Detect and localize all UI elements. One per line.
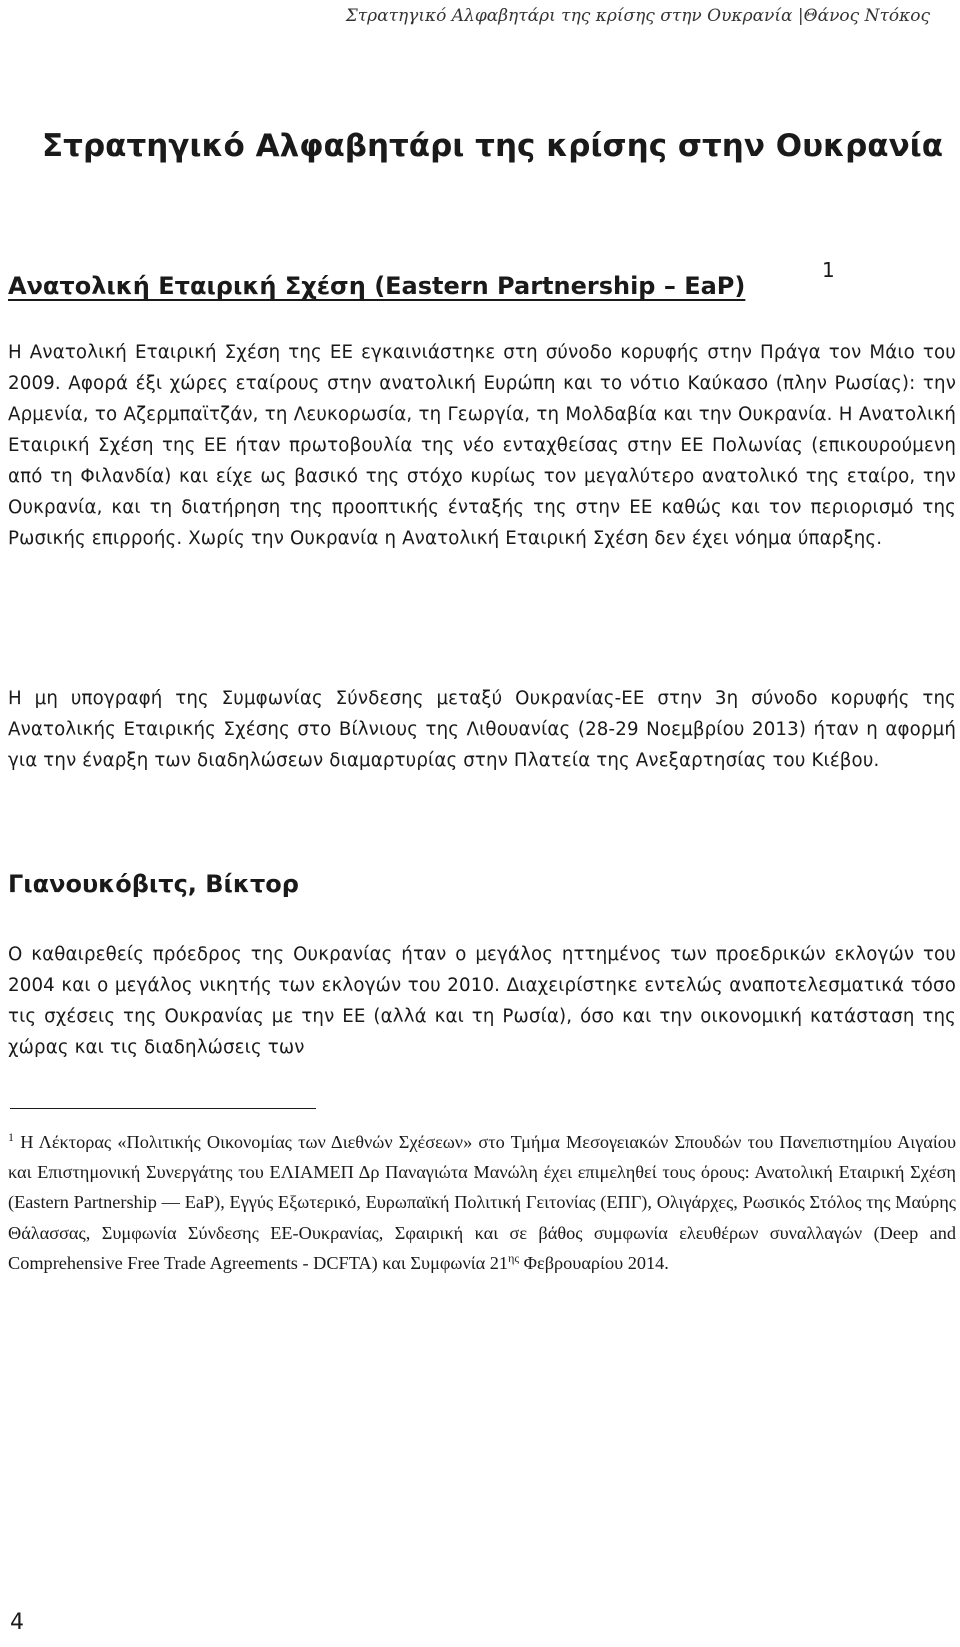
footnote-text-end: Φεβρουαρίου 2014.: [519, 1252, 669, 1273]
section-heading-eap: Ανατολική Εταιρική Σχέση (Eastern Partnership – EaP): [8, 272, 746, 300]
section-heading-yanukovych: Γιανουκόβιτς, Βίκτορ: [8, 870, 299, 898]
footnote: [8, 1127, 956, 1278]
document-title: Στρατηγικό Αλφαβητάρι της κρίσης στην Ουκρανία: [42, 128, 944, 164]
running-header: Στρατηγικό Αλφαβητάρι της κρίσης στην Ουκρανία |Θάνος Ντόκος: [345, 6, 930, 26]
footnote-text: Η Λέκτορας «Πολιτικής Οικονομίας των Διεθνών Σχέσεων» στο Τμήμα Μεσογειακών Σπουδών του Πανεπιστημίου Αιγαίου και Επιστημονική Συνεργάτης του ΕΛΙΑΜΕΠ Δρ Παναγιώτα Μανώλη έχει επιμεληθεί τους όρους: Ανατολική Εταιρική Σχέση (Eastern Partnership ― EaP), Εγγύς Εξωτερικό, Ευρωπαϊκή Πολιτική Γειτονίας (ΕΠΓ), Ολιγάρχες, Ρωσικός Στόλος της Μαύρης Θάλασσας, Συμφωνία Σύνδεσης ΕΕ-Ουκρανίας, Σφαιρική και σε βάθος συμφωνία ελευθέρων συναλλαγών (Deep and Comprehensive Free Trade Agreements - DCFTA) και Συμφωνία 21: [8, 1132, 956, 1273]
footnote-number: 1: [8, 1129, 14, 1144]
footnote-reference[interactable]: 1: [822, 258, 835, 282]
eap-paragraph-1: Η Ανατολική Εταιρική Σχέση της ΕΕ εγκαινιάστηκε στη σύνοδο κορυφής στην Πράγα τον Μάιο του 2009. Αφορά έξι χώρες εταίρους στην ανατολική Ευρώπη και το νότιο Καύκασο (πλην Ρωσίας): την Αρμενία, το Αζερμπαϊτζάν, τη Λευκορωσία, τη Γεωργία, τη Μολδαβία και την Ουκρανία. Η Ανατολική Εταιρική Σχέση της ΕΕ ήταν πρωτοβουλία της νέο ενταχθείσας στην ΕΕ Πολωνίας (επικουρούμενη από τη Φιλανδία) και είχε ως βασικό της στόχο κυρίως τον μεγαλύτερο ανατολικό της εταίρο, την Ουκρανία, και τη διατήρηση της προοπτικής ένταξής της στην ΕΕ καθώς και τον περιορισμό της Ρωσικής επιρροής. Χωρίς την Ουκρανία η Ανατολική Εταιρική Σχέση δεν έχει νόημα ύπαρξης.: [8, 342, 956, 549]
page-number: 4: [10, 1610, 24, 1635]
eap-paragraph-2: Η μη υπογραφή της Συμφωνίας Σύνδεσης μεταξύ Ουκρανίας-ΕΕ στην 3η σύνοδο κορυφής της Ανατολικής Εταιρικής Σχέσης στο Βίλνιους της Λιθουανίας (28-29 Νοεμβρίου 2013) ήταν η αφορμή για την έναρξη των διαδηλώσεων διαμαρτυρίας στην Πλατεία της Ανεξαρτησίας του Κιέβου.: [8, 688, 956, 771]
yanukovych-paragraph-1: Ο καθαιρεθείς πρόεδρος της Ουκρανίας ήταν ο μεγάλος ηττημένος των προεδρικών εκλογών του 2004 και ο μεγάλος νικητής των εκλογών του 2010. Διαχειρίστηκε εντελώς αναποτελεσματικά τόσο τις σχέσεις της Ουκρανίας με την ΕΕ (αλλά και τη Ρωσία), όσο και την οικονομική κατάσταση της χώρας και τις διαδηλώσεις των: [8, 944, 956, 1058]
footnote-ordinal-suffix: ης: [508, 1250, 520, 1265]
footnote-separator: [10, 1108, 316, 1109]
